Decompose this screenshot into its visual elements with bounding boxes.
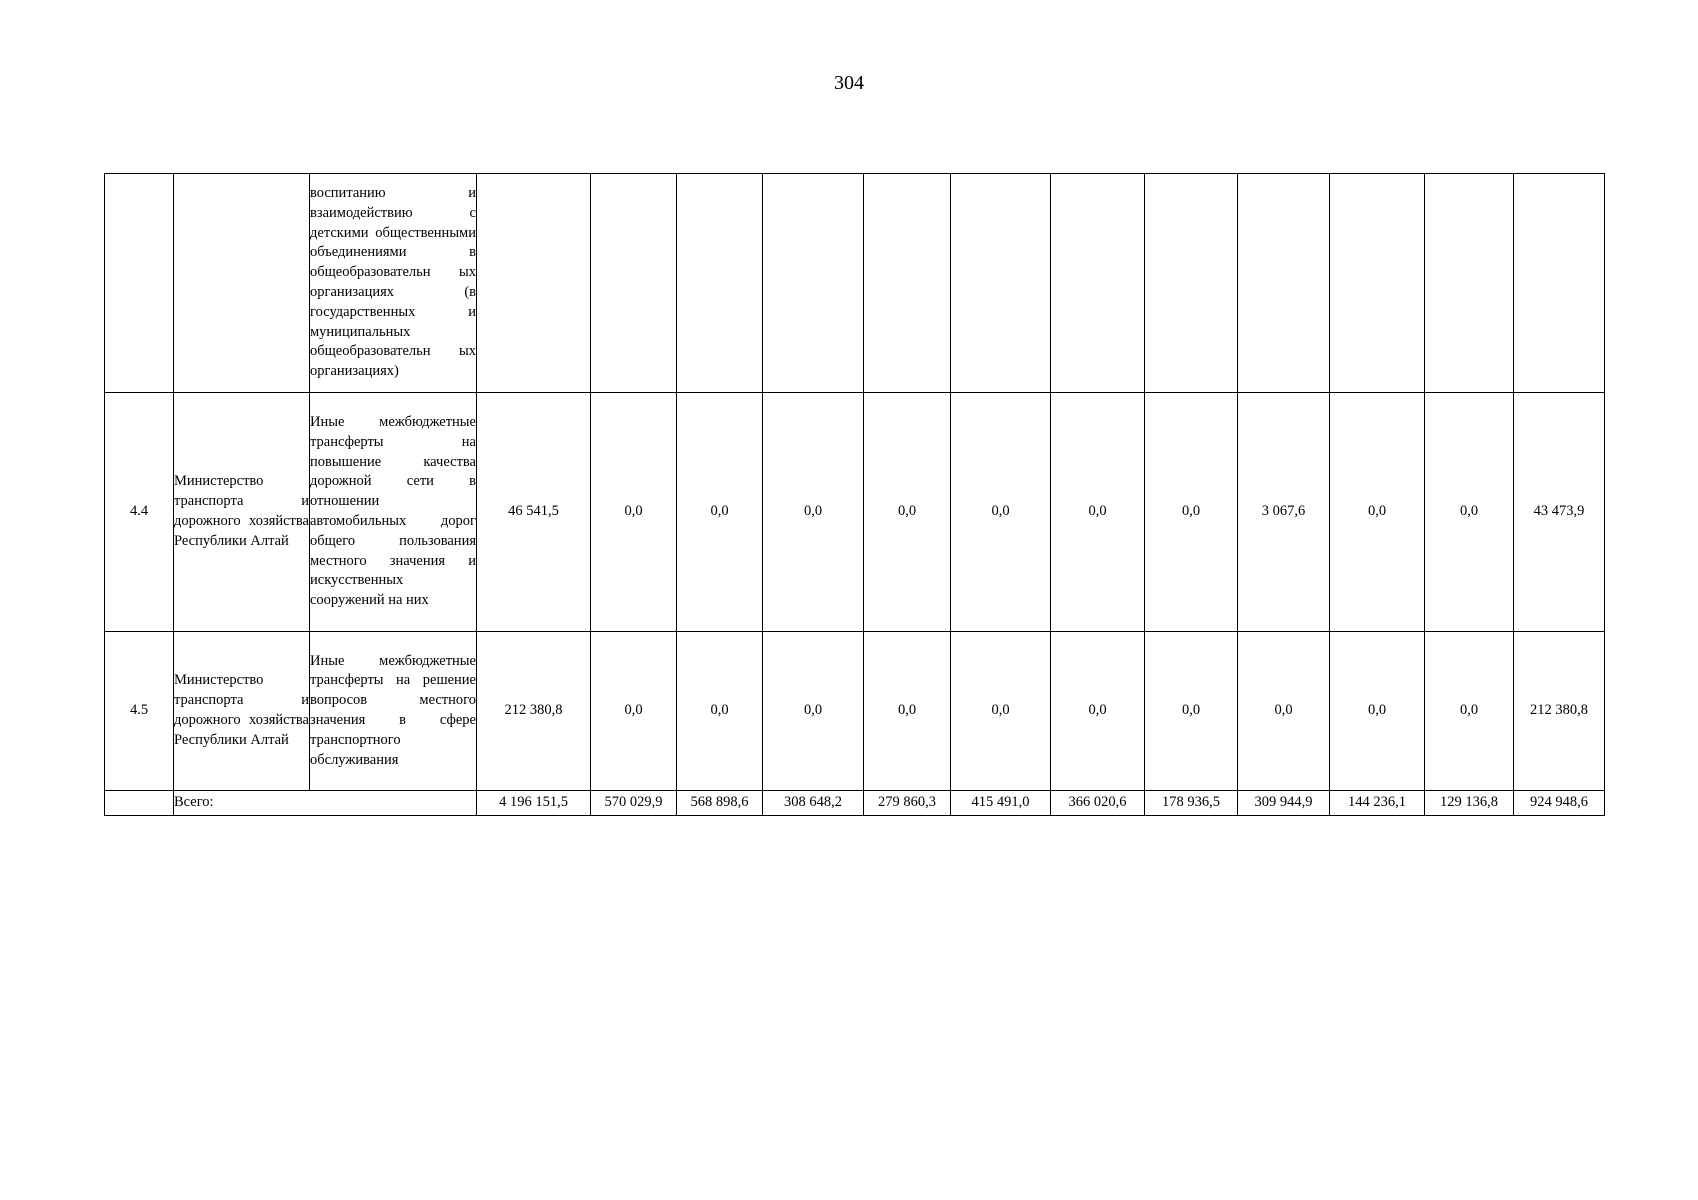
value-cell: 0,0 <box>677 393 763 632</box>
responsible-org: Министерство транспорта и дорожного хозяйства Республики Алтай <box>174 632 310 791</box>
value-cell: 0,0 <box>864 632 951 791</box>
value-cell: 212 380,8 <box>1514 632 1605 791</box>
total-value-cell: 924 948,6 <box>1514 791 1605 816</box>
total-value-cell: 366 020,6 <box>1051 791 1145 816</box>
value-cell <box>591 174 677 393</box>
value-cell: 0,0 <box>1051 393 1145 632</box>
measure-description: воспитанию и взаимодействию с детскими общественными объединениями в общеобразовательн ых организациях (в государственных и муниципальных общеобразовательн ых организациях) <box>310 174 477 393</box>
measure-description: Иные межбюджетные трансферты на решение вопросов местного значения в сфере транспортного обслуживания <box>310 632 477 791</box>
row-number: 4.5 <box>105 632 174 791</box>
value-cell <box>677 174 763 393</box>
value-cell: 0,0 <box>591 393 677 632</box>
total-value-cell: 4 196 151,5 <box>477 791 591 816</box>
value-cell: 0,0 <box>677 632 763 791</box>
value-cell: 0,0 <box>763 632 864 791</box>
total-value-cell: 144 236,1 <box>1330 791 1425 816</box>
value-cell: 46 541,5 <box>477 393 591 632</box>
value-cell: 0,0 <box>1051 632 1145 791</box>
value-cell: 43 473,9 <box>1514 393 1605 632</box>
row-number <box>105 174 174 393</box>
total-value-cell: 309 944,9 <box>1238 791 1330 816</box>
page-number: 304 <box>834 72 864 94</box>
budget-table <box>104 173 1605 816</box>
value-cell <box>763 174 864 393</box>
total-row <box>105 791 1605 816</box>
total-value-cell: 568 898,6 <box>677 791 763 816</box>
table-row <box>105 393 1605 632</box>
value-cell: 0,0 <box>864 393 951 632</box>
total-value-cell: 279 860,3 <box>864 791 951 816</box>
value-cell <box>864 174 951 393</box>
total-value-cell: 415 491,0 <box>951 791 1051 816</box>
value-cell <box>1238 174 1330 393</box>
total-value-cell: 178 936,5 <box>1145 791 1238 816</box>
table-row <box>105 174 1605 393</box>
table-row <box>105 632 1605 791</box>
value-cell <box>1051 174 1145 393</box>
measure-description: Иные межбюджетные трансферты на повышение качества дорожной сети в отношении автомобильных дорог общего пользования местного значения и искусственных сооружений на них <box>310 393 477 632</box>
value-cell: 0,0 <box>1145 393 1238 632</box>
value-cell: 0,0 <box>951 632 1051 791</box>
value-cell: 0,0 <box>1145 632 1238 791</box>
value-cell <box>1514 174 1605 393</box>
responsible-org <box>174 174 310 393</box>
total-value-cell: 308 648,2 <box>763 791 864 816</box>
value-cell: 0,0 <box>1330 393 1425 632</box>
value-cell: 0,0 <box>591 632 677 791</box>
value-cell <box>477 174 591 393</box>
total-value-cell: 129 136,8 <box>1425 791 1514 816</box>
value-cell <box>1330 174 1425 393</box>
value-cell: 0,0 <box>1425 393 1514 632</box>
value-cell <box>1425 174 1514 393</box>
total-value-cell: 570 029,9 <box>591 791 677 816</box>
value-cell: 0,0 <box>1425 632 1514 791</box>
responsible-org: Министерство транспорта и дорожного хозяйства Республики Алтай <box>174 393 310 632</box>
value-cell: 3 067,6 <box>1238 393 1330 632</box>
value-cell <box>951 174 1051 393</box>
value-cell: 0,0 <box>1238 632 1330 791</box>
value-cell: 0,0 <box>1330 632 1425 791</box>
row-number: 4.4 <box>105 393 174 632</box>
total-label: Всего: <box>174 791 477 816</box>
value-cell <box>1145 174 1238 393</box>
value-cell: 0,0 <box>763 393 864 632</box>
value-cell: 0,0 <box>951 393 1051 632</box>
value-cell: 212 380,8 <box>477 632 591 791</box>
total-number-cell <box>105 791 174 816</box>
